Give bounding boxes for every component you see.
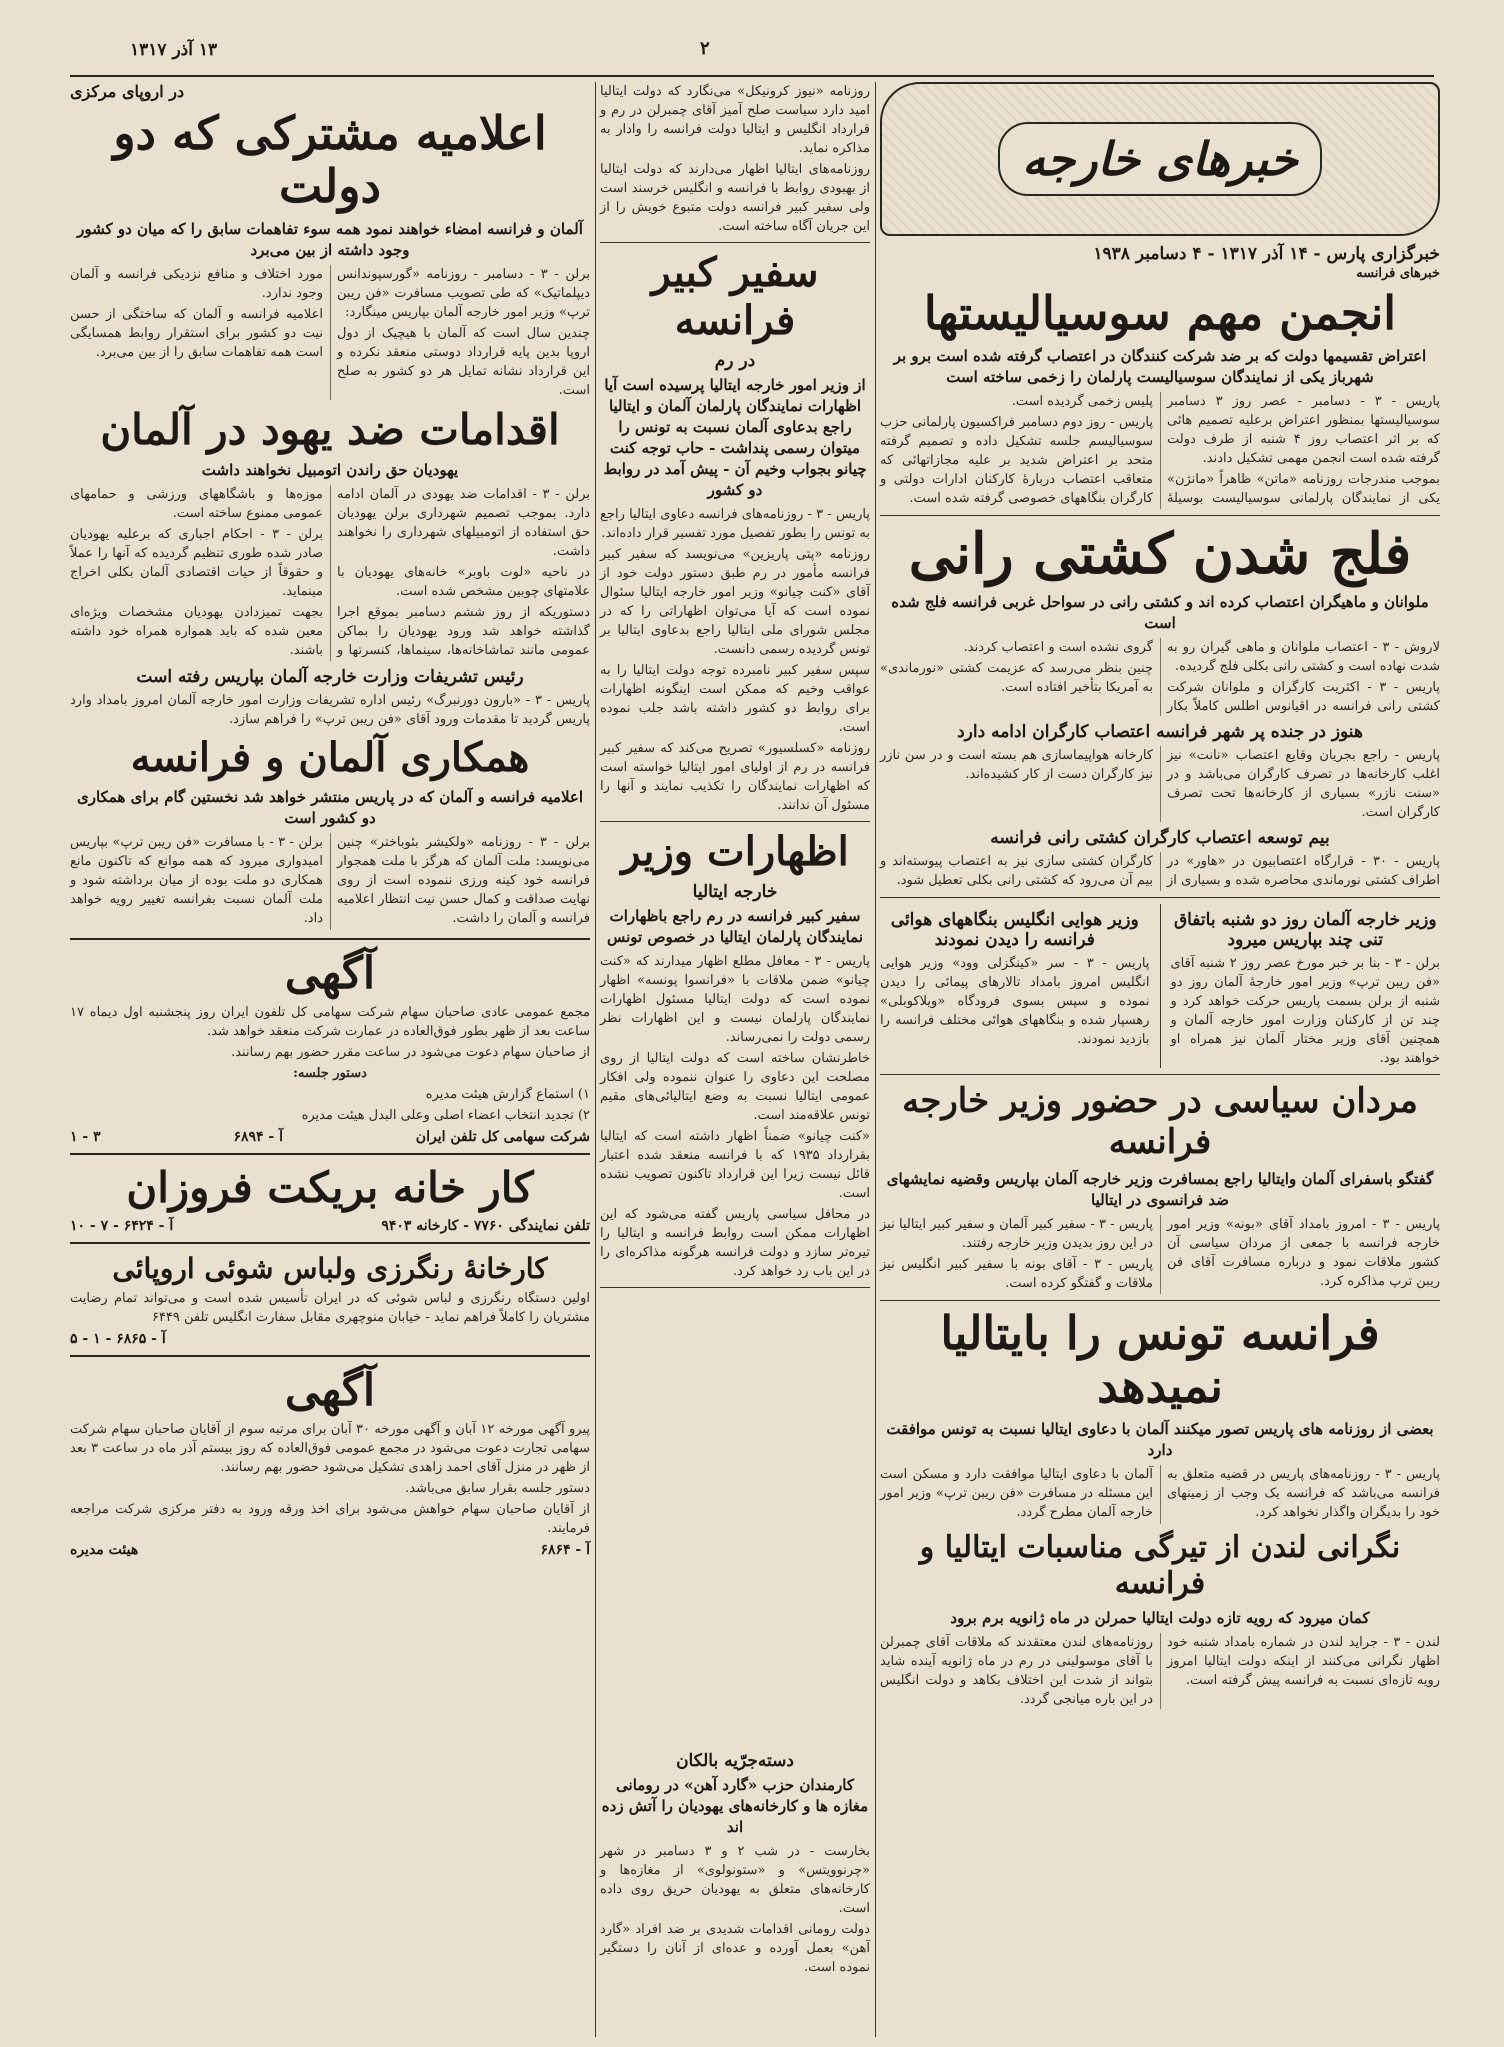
paragraph: روزنامه‌های ایتالیا اظهار می‌دارند که دولت ایتالیا از بهبودی روابط با فرانسه و انگلیس خرسند است ولی سفیر کبیر فرانسه دولت متبوع خویش را از این جریان آگاه ساخته است. — [600, 162, 870, 234]
divider — [880, 1300, 1440, 1301]
factory-phones: تلفن نمایندگی ۷۷۶۰ - کارخانه ۹۴۰۳ — [381, 1218, 590, 1235]
minister-visit-headline: وزیر خارجه آلمان روز دو شنبه باتفاق تنی چند بپاریس میرود — [1173, 910, 1437, 951]
paragraph: مجمع عمومی عادی صاحبان سهام شرکت سهامی کل تلفون ایران روز پنجشنبه اول دیماه ۱۷ ساعت بعد از ظهر بطور فوق‌العاده در عمارت شرکت منعقد خواهد شد. — [70, 1005, 590, 1040]
ad-code: ۳ - ۱ — [70, 1129, 101, 1146]
paragraph: پاریس - ۳ - آقای بونه با سفیر کبیر انگلیس نیز ملاقات و گفتگو کرده است. — [880, 1256, 1153, 1291]
tunis-headline: فرانسه تونس را بایتالیا نمیدهد — [940, 1305, 1380, 1413]
paragraph: آلمان با دعاوی ایتالیا موافقت دارد و مسکن است این مسئله در مسافرت «فن ریبن ترپ» وزیر امور خارجه آلمان مطرح گردد. — [880, 1466, 1153, 1520]
jews-subhead: یهودیان حق راندن اتومبیل نخواهند داشت — [201, 461, 459, 480]
agenda-item: ۱) استماع گزارش هیئت مدیره — [425, 1087, 590, 1103]
ad-code: آ - ۶۸۶۴ — [540, 1542, 590, 1559]
balkan-headline: دسته‌جرّیه بالکان — [676, 1751, 794, 1771]
ambassador-headline: سفیر کبیر فرانسه — [651, 249, 819, 344]
paragraph: اعلامیه فرانسه و آلمان که ساختگی از حسن نیت دو کشور برای استقرار روابط همسایگی است همه تفاهمات سابق را از بین می‌برد. — [70, 306, 323, 360]
balkan-story — [600, 1745, 870, 1979]
paragraph: روزنامه‌های لندن معتقدند که ملاقات آقای چمبرلن با آقای موسولینی در رم در ماه ژانویه آینده شاید بتواند از شدت این اختلاف بکاهد و دولت انگلیس در این باره میانجی گردد. — [880, 1634, 1153, 1707]
dyeing-ad — [70, 1252, 590, 1347]
paragraph: بجهت تمیزدادن یهودیان مشخصات ویژه‌ای معین شده که باید همواره همراه خود داشته باشند. — [70, 605, 323, 659]
ad-code: آ - ۶۸۶۵ - ۱ - ۵ — [70, 1331, 166, 1348]
paragraph: در ناحیه «لوت باوبر» خانه‌های یهودیان با علامتهای چوبین مشخص شده است. — [337, 565, 590, 600]
joint-headline: اعلامیه مشترکی که دو دولت — [113, 106, 547, 213]
region-label: در اروپای مرکزی — [70, 82, 185, 101]
paragraph: در محافل سیاسی پاریس گفته می‌شود که این اظهارات ممکن است روابط فرانسه و ایتالیا را تیره‌تر سازد و دولت فرانسه هرگونه مذاکره‌ای را در این باب رد خواهد کرد. — [600, 1207, 870, 1279]
coop-subhead: اعلامیه فرانسه و آلمان که در پاریس منتشر خواهد شد نخستین گام برای همکاری دو کشور است — [76, 788, 584, 828]
divider — [600, 821, 870, 822]
paragraph: پاریس - راجع بجریان وقایع اعتصاب «نانت» نیز اغلب کارخانه‌ها در تصرف کارگران می‌باشد و در «سنت نازر» بسیاری از کارخانه‌ها تحت تصرف کارگران است. — [1167, 748, 1440, 821]
ship-subheadline: هنوز در جنده پر شهر فرانسه اعتصاب کارگران ادامه دارد — [957, 722, 1363, 743]
jews-headline: اقدامات ضد یهود در آلمان — [100, 404, 560, 454]
paragraph: برلن - ۳ - احکام اجباری که برعلیه یهودیان صادر شده طوری تنظیم گردیده که آنها را عملاً و حقوقاً از حیات اقتصادی آلمان بکلی اخراج مینماید. — [70, 527, 323, 600]
tunis-subhead: بعضی از روزنامه های پاریس تصور میکنند آلمان با دعاوی ایتالیا نسبت به تونس موافقت دارد — [886, 1419, 1434, 1459]
ambassador-subhead: از وزیر امور خارجه ایتالیا پرسیده است آیا اظهارات نمایندگان پارلمان آلمان و ایتالیا راجع بدعاوی آلمان نسبت به تونس را میتوان رسمی پنداشت - حاب توجه کنت چیانو بجواب وخیم آن - پیش آمد در روابط دو کشور — [603, 376, 867, 499]
left-column — [70, 82, 590, 1558]
paragraph: پاریس - ۳ - روزنامه‌های پاریس در قضیه متعلق به فرانسه می‌باشد که فرانسه یک وجب از زمینهای خود را بدیگران واگذار نخواهد کرد. — [1167, 1466, 1440, 1520]
paragraph: برلن - ۳ - بنا بر خبر مورخ عصر روز ۲ شنبه آقای «فن ریبن ترپ» وزیر امور خارجۀ آلمان روز دو شنبه از برلن بسمت پاریس حرکت خواهد کرد و چند تن از کارکنان وزارت امور خارجه آلمان و همچنین آقای وزیر مختار آلمان نیز همراه او خواهند بود. — [1170, 956, 1441, 1067]
paragraph: لاروش - ۳ - اعتصاب ملوانان و ماهی گیران رو به شدت نهاده است و کشتی رانی بکلی فلج گردیده. — [1167, 640, 1440, 675]
paragraph: روزنامه «نیوز کرونیکل» می‌نگارد که دولت ایتالیا امید دارد سیاست صلح آمیز آقای چمبرلن در رم و قرارداد انگلیس و ایتالیا دولت فرانسه را وادار به مذاکره نماید. — [600, 84, 870, 156]
ad-title: آگهی — [284, 948, 376, 1000]
paragraph: پاریس - ۳۰ - قرارگاه اعتصابیون در «هاور» در اطراف کشتی نورماندی محاصره شده و بسیاری از کارگران کشتی سازی نیز به اعتصاب پیوسته‌اند و بیم آن می‌رود که کشتی رانی بکلی تعطیل شود. — [880, 854, 1440, 889]
agency-line: خبرگزاری پارس - ۱۴ آذر ۱۳۱۷ - ۴ دسامبر ۱۹۳۸ — [1093, 244, 1440, 264]
ad-title: آگهی — [284, 1365, 376, 1417]
socialists-body — [880, 392, 1440, 509]
divider — [70, 1153, 590, 1155]
page-number: ۲ — [700, 38, 710, 59]
ad-code: آ - ۶۴۲۴ - ۷ - ۱۰ — [70, 1218, 174, 1235]
ship-sub-body — [880, 746, 1440, 822]
paragraph: «کنت چیانو» ضمناً اظهار داشته است که ایتالیا بقرارداد ۱۹۳۵ که با فرانسه منعقد شده اعتبار قائل نیست زیرا این قرارداد تاکنون تصویب نشده است. — [600, 1129, 870, 1201]
paragraph: پاریس - روز دوم دسامبر فراکسیون پارلمانی حزب سوسیالیسم جلسه تشکیل داده و تصمیم گرفته متحد بر اعتراض شدید بر علیه مجازاتهائی که متعاقب اعتصاب دربارۀ کارکنان ادارات دولتی و کارگران بنگاههای خصوصی گرفته شده است. — [880, 414, 1153, 506]
issue-date: ۱۳ آذر ۱۳۱۷ — [130, 40, 218, 60]
coop-body — [70, 833, 590, 930]
divider — [600, 242, 870, 243]
column-divider-left — [595, 82, 596, 2037]
agenda-item: ۲) تجدید انتخاب اعضاء اصلی وعلی البدل هیئت مدیره — [301, 1108, 590, 1124]
london-body — [880, 1633, 1440, 1709]
statements-subhead: سفیر کبیر فرانسه در رم راجع باظهارات نمایندگان پارلمان ایتالیا در خصوص تونس — [606, 907, 864, 946]
briquette-ad — [70, 1163, 590, 1234]
divider — [70, 938, 590, 940]
planes-headline: وزیر هوایی انگلیس بنگاههای هوائی فرانسه را دیدن نمودند — [890, 910, 1139, 951]
ambassador-body — [600, 505, 870, 815]
joint-body — [70, 265, 590, 400]
masthead-title: خبرهای خارجه — [998, 122, 1322, 196]
header-rule — [70, 75, 1434, 77]
paragraph: روزنامه «کسلسیور» تصریح می‌کند که سفیر کبیر فرانسه در رم از اولیای امور ایتالیا خواسته است که اظهارات نمایندگان را تکذیب نمایند و آنها را مسئول آن ندانند. — [600, 741, 870, 813]
paragraph: اولین دستگاه رنگرزی و لباس شوئی که در ایران تأسیس شده است و می‌تواند تمام رضایت مشتریان را کاملاً فراهم نماید - خیابان منوچهری مقابل سفارت انگلیس تلفن ۶۴۴۹ — [70, 1291, 590, 1326]
paragraph: پیرو آگهی مورخه ۱۲ آبان و آگهی مورخه ۳۰ آبان برای مرتبه سوم از آقایان صاحبان سهام شرکت سهامی تجارت دعوت می‌شود در مجمع عمومی فوق‌العاده که روز بیستم آذر ماه در ساعت ۳ بعد از ظهر در منزل آقای احمد زاهدی تشکیل می‌شود حضور بهم رسانند. — [70, 1422, 590, 1476]
paragraph: لندن - ۳ - جراید لندن در شماره بامداد شنبه خود اظهار نگرانی می‌کنند از اینکه دولت ایتالیا امروز رویه تازه‌ای نسبت به فرانسه پیش گرفته است. — [1167, 1634, 1440, 1688]
section-label: خبرهای فرانسه — [1356, 266, 1440, 281]
company-name: شرکت سهامی کل تلفن ایران — [415, 1129, 590, 1146]
jews-subheadline: رئیس تشریفات وزارت خارجه آلمان بپاریس رفته است — [136, 667, 524, 688]
ad-code: آ - ۶۸۹۴ — [233, 1129, 283, 1146]
paragraph: برلن - ۳ - اقدامات ضد یهودی در آلمان ادامه دارد. بموجب تصمیم شهرداری برلن یهودیان حق استفاده از اتومبیلهای شهرداری را نخواهند داشت. — [337, 487, 590, 560]
factory-title: کار خانه بریکت فروزان — [126, 1163, 534, 1213]
politicians-subhead: گفتگو باسفرای آلمان وایتالیا راجع بمسافرت وزیر خارجه آلمان بپاریس وقضیه نمایشهای ضد فرانسوی در ایتالیا — [886, 1169, 1434, 1209]
divider — [70, 1355, 590, 1357]
politicians-headline: مردان سیاسی در حضور وزیر خارجه فرانسه — [902, 1081, 1418, 1163]
ad-signature: هیئت مدیره — [70, 1542, 139, 1559]
middle-column — [600, 82, 870, 1294]
paragraph: کارخانه هواپیماسازی هم بسته است و در سن نازر نیز کارگران دست از کار کشیده‌اند. — [880, 748, 1153, 783]
paragraph: پاریس - ۳ - امروز بامداد آقای «بونه» وزیر امور خارجه فرانسه با جمعی از مردان سیاسی آن کشور ملاقات نمود و درباره مسافرت آقای فن ریبن ترپ مذاکره کرد. — [1167, 1216, 1440, 1289]
agenda-label: دستور جلسه: — [293, 1066, 367, 1082]
balkan-body — [600, 1842, 870, 1977]
paragraph: روزنامه «پتی پاریزین» می‌نویسد که سفیر کبیر فرانسه مأمور در رم طبق دستور دولت خود از آقای «کنت چیانو» وزیر امور خارجه ایتالیا سئوال نموده است که آیا می‌توان اظهاراتی را که در مجلس شورای ملی ایتالیا راجع بدعاوی ایتالیا بر تونس گردیده رسمی دانست. — [600, 547, 870, 657]
ad-footer — [70, 1331, 590, 1347]
joint-subhead: آلمان و فرانسه امضاء خواهند نمود همه سوء تفاهمات سابق را که میان دو کشور وجود داشته از بین می‌برد — [77, 219, 583, 259]
divider — [880, 515, 1440, 516]
divider — [1160, 904, 1161, 1068]
london-headline: نگرانی لندن از تیرگی مناسبات ایتالیا و فرانسه — [919, 1529, 1401, 1601]
coop-headline: همکاری آلمان و فرانسه — [130, 734, 530, 782]
paragraph: پاریس - ۳ - روزنامه‌های فرانسه دعاوی ایتالیا راجع به تونس را بطور تفصیل مورد تفسیر قرار داده‌اند. — [600, 507, 870, 541]
statements-body — [600, 952, 870, 1281]
paragraph: از صاحبان سهام دعوت می‌شود در ساعت مقرر حضور بهم رسانند. — [231, 1045, 590, 1061]
jews-body — [70, 485, 590, 661]
intro-body — [600, 82, 870, 236]
socialists-subhead: اعتراض تقسیمها دولت که بر ضد شرکت کنندگان در اعتصاب گرفته شده است برو بر شهرباز یکی از نمایندگان سوسیالیست پارلمان را زخمی ساخته است — [893, 346, 1427, 386]
foreign-news-masthead — [880, 82, 1440, 236]
ship-headline: فلج شدن کشتی رانی — [908, 520, 1412, 587]
statements-sub: خارجه ایتالیا — [692, 882, 778, 902]
paragraph: بخارست - در شب ۲ و ۳ دسامبر در شهر «چرنوویتس» و «ستونولوی» از مغازه‌ها و کارخانه‌های متعلق به یهودیان حریق روی داده است. — [600, 1844, 870, 1916]
paragraph: پاریس - ۳ - اکثریت کارگران و ملوانان شرکت کشتی رانی فرانسه در اقیانوس اطلس کاملاً بکار گروی نشده است و اعتصاب کردند. — [963, 640, 1440, 715]
paragraph: پاریس - ۳ - سفیر کبیر آلمان و سفیر کبیر ایتالیا نیز در این روز بدیدن وزیر خارجه رفتند. — [880, 1216, 1153, 1251]
column-divider-right — [875, 82, 876, 2037]
paragraph: پاریس - ۳ - سر «کینگزلی وود» وزیر هوایی انگلیس امروز بامداد تالارهای پیمائی را دیدن نموده و سپس بسوی فرودگاه «ویلاکوبلی» رهسپار شده و بنگاههای هوائی مختلف فرانسه را بازدید نمودند. — [880, 956, 1150, 1048]
london-subhead: کمان میرود که رویه تازه دولت ایتالیا حمرلن در ماه ژانویه برم برود — [950, 1608, 1370, 1627]
ad-body — [70, 1420, 590, 1538]
balkan-subhead: کارمندان حزب «گارد آهن» در رومانی مغازه ها و کارخانه‌های یهودیان را آتش زده اند — [601, 1776, 869, 1836]
paragraph: از آقایان صاحبان سهام خواهش می‌شود برای اخذ ورقه ورود به دفتر مرکزی شرکت مراجعه فرمایند. — [70, 1502, 590, 1537]
minister-visit-story — [1171, 904, 1441, 1068]
paragraph: مورد اختلاف و منافع نزدیکی فرانسه و آلمان وجود ندارد. — [70, 266, 323, 301]
divider — [600, 1287, 870, 1288]
ad-body — [70, 1003, 590, 1125]
right-column — [880, 82, 1440, 1709]
statements-headline: اظهارات وزیر — [621, 828, 849, 875]
divider — [880, 1074, 1440, 1075]
paragraph: بموجب مندرجات روزنامه «ماتن» ظاهراً «مانژن» یکی از نمایندگان پارلمانی سوسیالیست بوسیلۀ پلیس زخمی گردیده است. — [1011, 393, 1440, 506]
paragraph: سپس سفیر کبیر نامبرده توجه دولت ایتالیا را به عواقب وخیم که ممکن است اینگونه اظهارات برای روابط دو کشور داشته باشد جلب نموده است. — [600, 663, 870, 735]
telephone-ad — [70, 948, 590, 1145]
ship-subhead: ملوانان و ماهیگران اعتصاب کرده اند و کشتی رانی در سواحل غربی فرانسه فلج شده است — [891, 593, 1429, 633]
ambassador-dateline: در رم — [714, 351, 756, 371]
tunis-body — [880, 1465, 1440, 1524]
paragraph: دولت رومانی اقدامات شدیدی بر ضد افراد «گارد آهن» بعمل آورده و عده‌ای از آنان را دستگیر نموده است. — [600, 1922, 870, 1975]
paragraph: دستوریکه از روز ششم دسامبر بموقع اجرا گذاشته خواهد شد ورود یهودیان را بماکن عمومی مانند تماشاخانه‌ها، سینماها، کنسرتها و موزه‌ها و باشگاههای ورزشی و حمامهای عمومی ممنوع ساخته است. — [70, 487, 590, 659]
ad-footer — [70, 1129, 590, 1145]
paragraph: دستور جلسه بقرار سابق می‌باشد. — [405, 1481, 590, 1497]
paragraph: پاریس - ۳ - «بارون دورنبرگ» رئیس اداره تشریفات وزارت امور خارجه آلمان امروز بامداد وارد پاریس گردید تا مقدمات ورود آقای «فن ریبن ترپ» را فراهم سازد. — [70, 693, 590, 728]
ship-subheadline-2: بیم توسعه اعتصاب کارگران کشتی رانی فرانسه — [990, 828, 1330, 849]
paragraph: چنین بنظر می‌رسد که عزیمت کشتی «نورماندی» به آمریکا بتأخیر افتاده است. — [880, 661, 1153, 696]
paragraph: برلن - ۳ - با مسافرت «فن ریبن ترپ» بپاریس امیدواری میرود که همه موانع که تاکنون مانع همکاری دو ملت بوده از میان برداشته شود و ملت آلمان نسبت بفرانسه تغییر رویه خواهد داد. — [70, 835, 324, 927]
dyeing-title: کارخانۀ رنگرزی ولباس شوئی اروپائی — [112, 1252, 548, 1286]
ship-sub-body-2 — [880, 852, 1440, 891]
paragraph: چندین سال است که آلمان با هیچیک از دول اروپا بدین پایه قرارداد دوستی منعقد نکرده و این قرارداد نشانه تمایل هر دو کشور به صلح است. — [337, 325, 590, 398]
ad-footer — [70, 1542, 590, 1558]
socialists-headline: انجمن مهم سوسیالیستها — [923, 286, 1397, 340]
paragraph: پاریس - ۳ - دسامبر - عصر روز ۳ دسامبر سوسیالیستها بمنظور اعتراض برعلیه تصمیم هائی که بر اثر اعتصاب روز ۴ شنبه از طرف دولت گرفته شده است انجمن مهمی تشکیل دادند. — [1167, 393, 1440, 466]
ship-body — [880, 638, 1440, 716]
factory-contact — [70, 1218, 590, 1234]
paragraph: برلن - ۳ - روزنامه «ولکیشر بئوباختر» چنین می‌نویسد: ملت آلمان که هرگز با ملت همجوار فرانسه خود کینه ورزی ننموده است از روی نهایت صداقت و کمال حسن نیت انتظار اعلامیه فرانسه و آلمان را داشت. — [337, 835, 590, 927]
divider — [880, 897, 1440, 898]
planes-story — [880, 904, 1150, 1068]
twin-stories — [880, 904, 1440, 1068]
paragraph: برلن - ۳ - دسامبر - روزنامه «گورسپوندانس دیپلماتیک» که طی تصویب مسافرت «فن ریبن ترپ» وزیر امور خارجه آلمان بپاریس مینگارد: — [337, 266, 590, 320]
paragraph: پاریس - ۳ - معافل مطلع اظهار میدارند که «کنت چیانو» ضمن ملاقات با «فرانسوا پونسه» اظهار نموده است که دولت ایتالیا مسئول اظهارات نمایندگان پارلمان نیست و این اظهارات نظر رسمی دولت را نمی‌رساند. — [600, 954, 870, 1045]
paragraph: خاطرنشان ساخته است که دولت ایتالیا از روی مصلحت این دعاوی را عنوان ننموده ولی افکار عمومی ایتالیا نسبت به وضع ایتالیائی‌های مقیم تونس علاقه‌مند است. — [600, 1051, 870, 1123]
shareholders-ad — [70, 1365, 590, 1558]
divider — [70, 1242, 590, 1244]
politicians-body — [880, 1215, 1440, 1294]
